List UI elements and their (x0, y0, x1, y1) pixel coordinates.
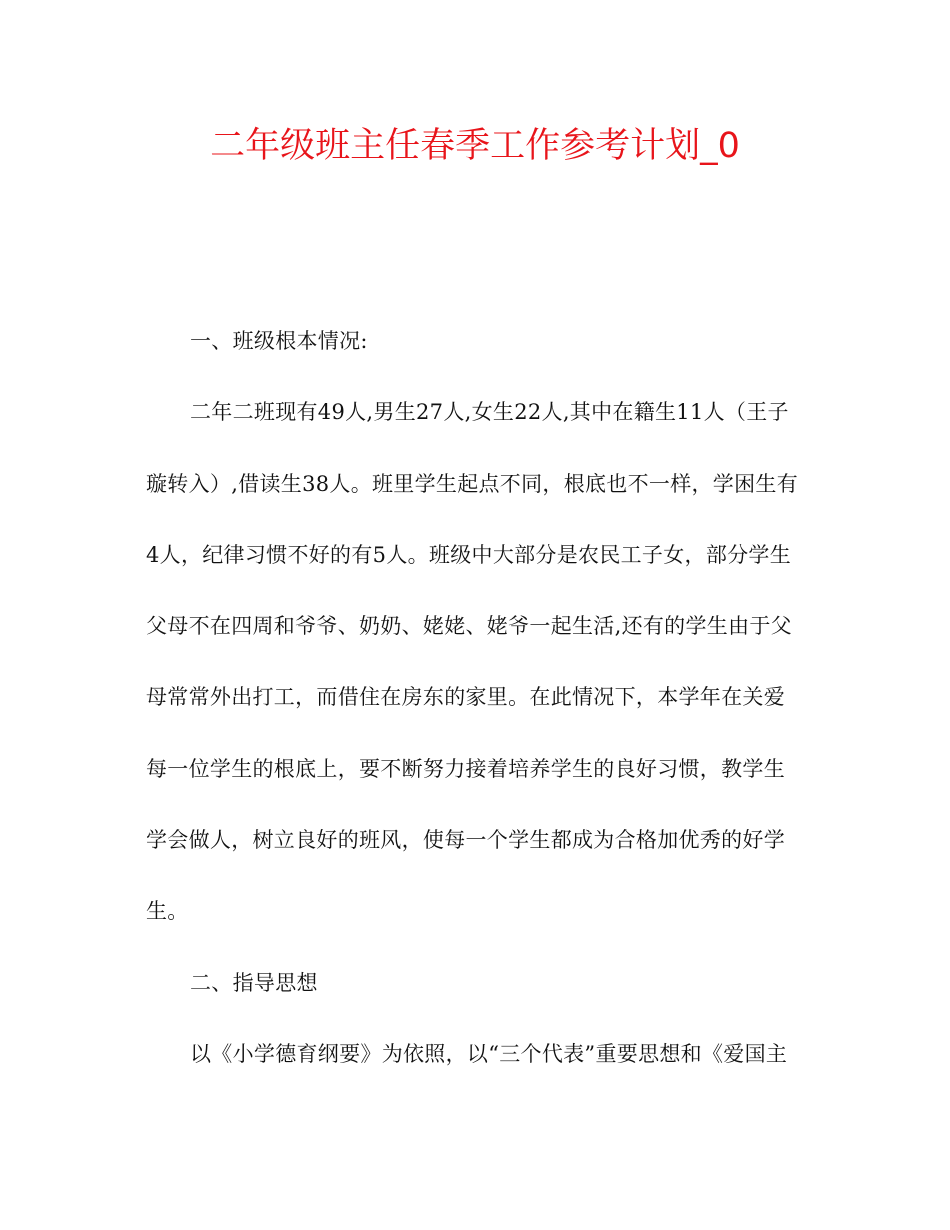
paragraph-guiding-ideology: 以《小学德育纲要》为依照，以“三个代表”重要思想和《爱国主 (190, 1041, 788, 1066)
document-title: 二年级班主任春季工作参考计划_0 (210, 126, 740, 166)
paragraph-class-situation: 二年二班现有49人,男生27人,女生22人,其中在籍生11人（王子璇转入）,借读生38人。班里学生起点不同，根底也不一样，学困生有4人，纪律习惯不好的有5人。班级中大部分是农民工子女，部分学生父母不在四周和爷爷、奶奶、姥姥、姥爷一起生活,还有的学生由于父母常常外出打工，而借住在房东的家里。在此情况下，本学年在关爱每一位学生的根底上，要不断努力接着培养学生的良好习惯，教学生学会做人，树立良好的班风，使每一个学生都成为合格加优秀的好学生。 (146, 400, 798, 924)
section-heading-basic-situation: 一、班级根本情况: (190, 329, 368, 353)
document-body (146, 306, 806, 1090)
section-heading-guiding-ideology: 二、指导思想 (190, 970, 318, 995)
